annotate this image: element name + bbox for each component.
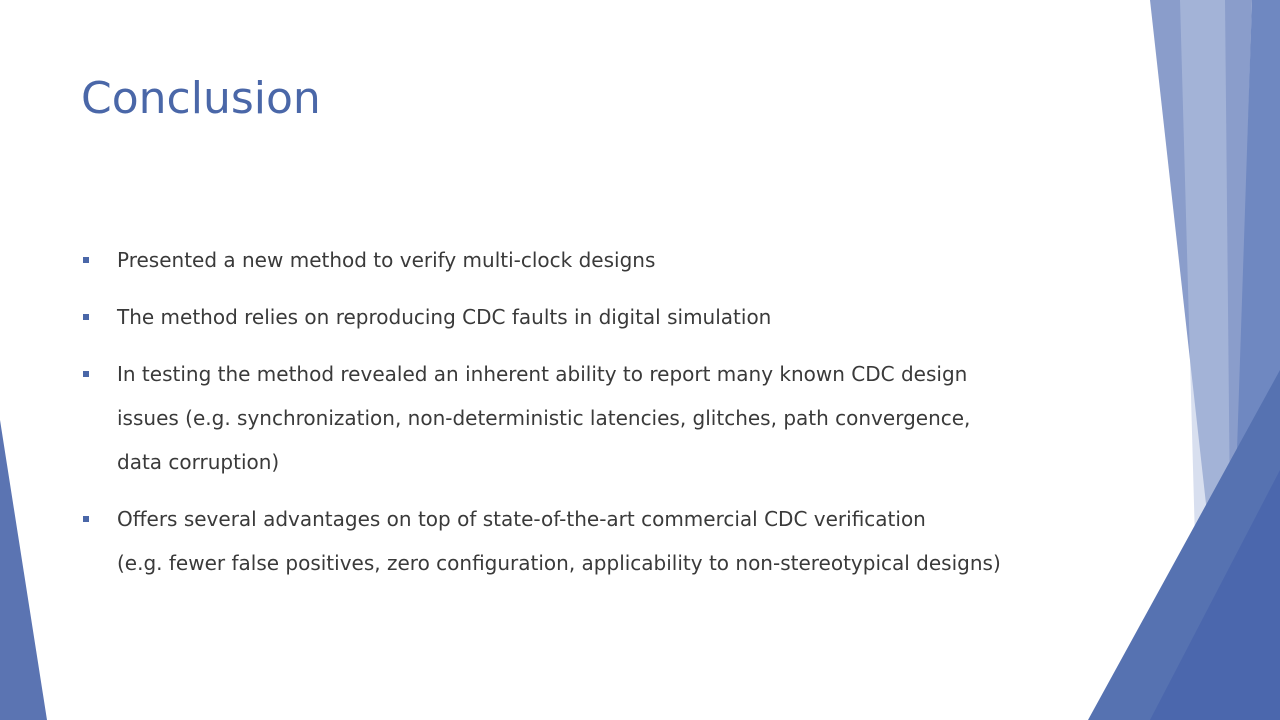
slide-title: Conclusion [81, 73, 321, 124]
bullet-list [83, 238, 1093, 598]
bullet-item [83, 238, 1093, 282]
bullet-text: Presented a new method to verify multi-clock designs [117, 248, 656, 272]
bullet-item [83, 497, 1093, 585]
bullet-item [83, 352, 1093, 484]
bullet-text: Offers several advantages on top of state-of-the-art commercial CDC verification (e.g. fewer false positives, zero configuration, applicability to non-stereotypical designs) [117, 507, 1001, 575]
bullet-item [83, 295, 1093, 339]
square-bullet-icon [83, 371, 89, 377]
left-triangle [0, 420, 47, 720]
square-bullet-icon [83, 314, 89, 320]
bullet-text: The method relies on reproducing CDC faults in digital simulation [117, 305, 772, 329]
square-bullet-icon [83, 516, 89, 522]
square-bullet-icon [83, 257, 89, 263]
bullet-text: In testing the method revealed an inherent ability to report many known CDC design issues (e.g. synchronization, non-deterministic latencies, glitches, path convergence, data corruption) [117, 362, 971, 474]
